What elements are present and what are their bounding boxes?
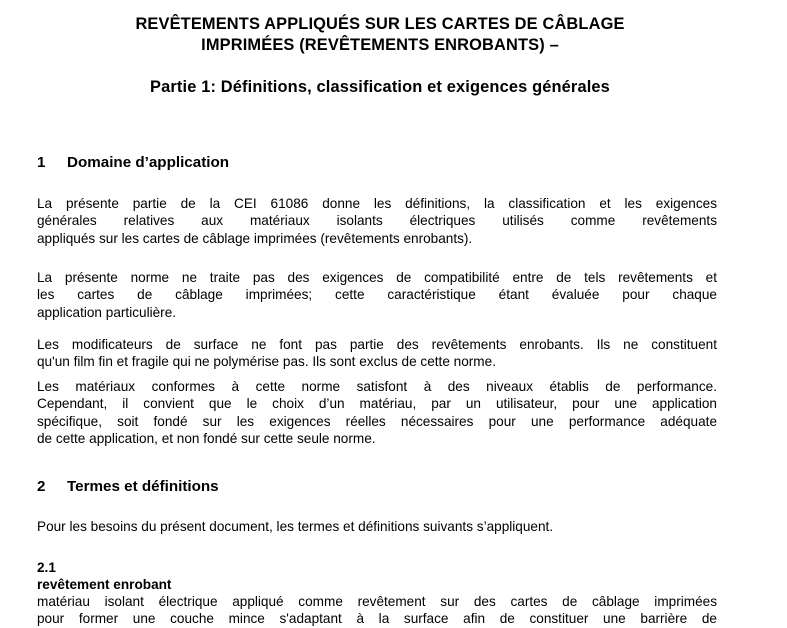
section-1-heading: [37, 153, 229, 173]
paragraph-line: de cette application, et non fondé sur cette seule norme.: [37, 430, 376, 446]
paragraph-line: les cartes de câblage imprimées; cette caractéristique étant évaluée pour chaque: [37, 287, 717, 303]
paragraph-line: application particulière.: [37, 304, 177, 320]
paragraph-line: qu'un film fin et fragile qui ne polymérise pas. Ils sont exclus de cette norme.: [37, 354, 496, 370]
section-2-heading: [37, 477, 219, 497]
section-1-paragraph-3: [37, 336, 717, 371]
section-1-paragraph-2: [37, 269, 717, 321]
paragraph-line: pour former une couche mince s'adaptant à la surface afin de constituer une barrière de: [37, 611, 717, 627]
paragraph-line: La présente partie de la CEI 61086 donne les définitions, la classification et les exigences: [37, 196, 717, 211]
paragraph-line: Les matériaux conformes à cette norme satisfont à des niveaux établis de performance.: [37, 379, 717, 394]
section-1-title: Domaine d’application: [67, 154, 230, 171]
section-1-number: 1: [37, 154, 46, 171]
paragraph-line: Les modificateurs de surface ne font pas partie des revêtements enrobants. Ils ne constituent: [37, 337, 717, 352]
section-1-paragraph-4: [37, 378, 717, 447]
term-name: revêtement enrobant: [37, 577, 172, 592]
term-definition: [37, 593, 717, 628]
paragraph-line: La présente norme ne traite pas des exigences de compatibilité entre de tels revêtements et: [37, 270, 717, 285]
paragraph-line: matériau isolant électrique appliqué comme revêtement sur des cartes de câblage imprimées: [37, 594, 717, 609]
paragraph-line: générales relatives aux matériaux isolants électriques utilisés comme revêtements: [37, 213, 717, 229]
document-title-line-1: REVÊTEMENTS APPLIQUÉS SUR LES CARTES DE CÂBLAGE: [135, 15, 625, 33]
term-number: 2.1: [37, 560, 56, 575]
section-2-title: Termes et définitions: [67, 478, 219, 495]
document-subtitle: Partie 1: Définitions, classification et exigences générales: [150, 78, 610, 96]
section-2-intro: [37, 518, 717, 535]
section-2-number: 2: [37, 478, 46, 495]
section-1-paragraph-1: [37, 195, 717, 247]
paragraph-line: appliqués sur les cartes de câblage imprimées (revêtements enrobants).: [37, 230, 473, 246]
paragraph-line: Pour les besoins du présent document, les termes et définitions suivants s’appliquent.: [37, 519, 554, 534]
document-title-line-2: IMPRIMÉES (REVÊTEMENTS ENROBANTS) –: [201, 36, 559, 54]
paragraph-line: Cependant, il convient que le choix d’un matériau, par un utilisateur, pour une application: [37, 396, 717, 412]
paragraph-line: spécifique, soit fondé sur les exigences réelles nécessaires pour une performance adéquate: [37, 413, 717, 429]
